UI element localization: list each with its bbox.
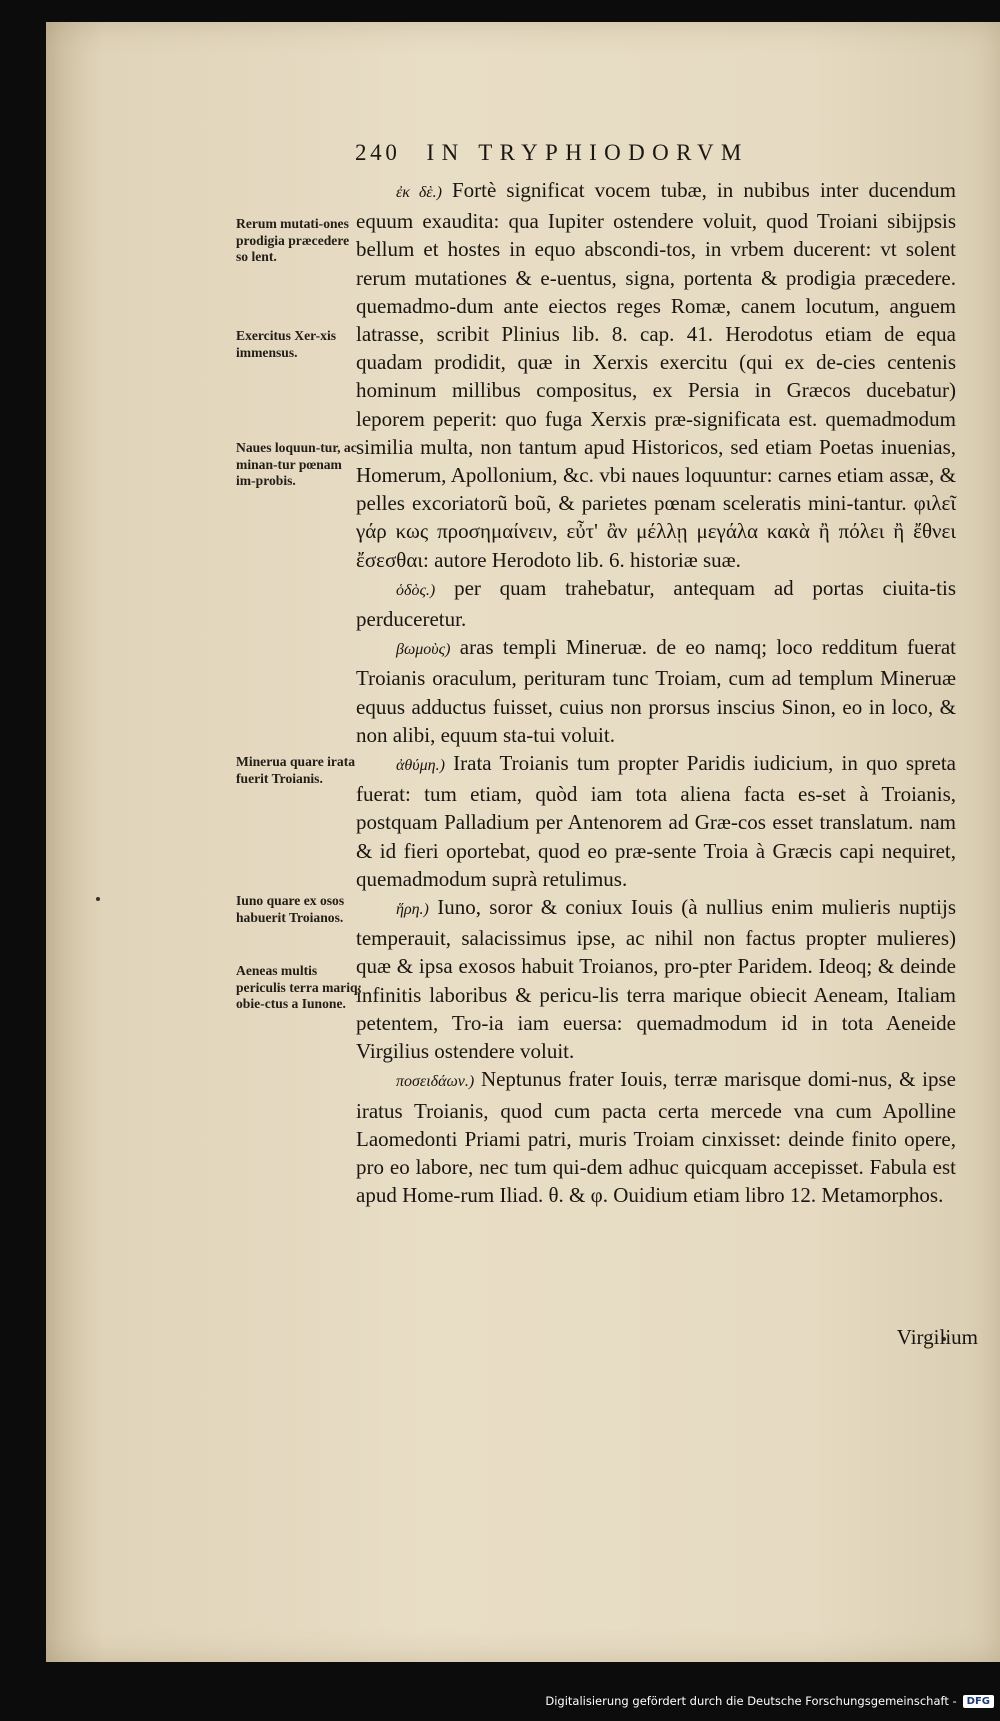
margin-note: Iuno quare ex osos habuerit Troianos. [236, 893, 345, 925]
running-title: IN TRYPHIODORVM [426, 140, 749, 165]
lemma: ἀθύμη.) [396, 757, 445, 775]
digitization-footer [0, 1690, 1000, 1712]
commentary-paragraph [356, 893, 956, 1065]
commentary-paragraph [356, 633, 956, 749]
commentary-paragraph [356, 574, 956, 633]
commentary-paragraph [356, 176, 956, 574]
paragraph-text: Neptunus frater Iouis, terræ marisque domi-nus, & ipse iratus Troianis, quod cum pacta certa mercede vna cum Apolline Laomedonti Priami patri, muris Troiam cinxisset: deinde finito opere, pro eo labore, nec tum qui-dem adhuc quicquam accepisset. Fabula est apud Home-rum Iliad. θ. & φ. Ouidium etiam libro 12. Metamorphos. [356, 1067, 956, 1208]
margin-note: Naues loquun-tur, ac minan-tur pœnam im-probis. [236, 440, 357, 488]
lemma: ἐκ δὲ.) [396, 184, 442, 201]
footer-credit: Digitalisierung gefördert durch die Deutsche Forschungsgemeinschaft - [545, 1694, 957, 1708]
dfg-logo: DFG [963, 1695, 994, 1708]
lemma: βωμοὺς) [396, 641, 451, 659]
lemma: ποσειδάων.) [396, 1073, 475, 1091]
lemma: ἥρη.) [396, 901, 429, 919]
margin-note: Exercitus Xer-xis immensus. [236, 328, 337, 360]
margin-note: Aeneas multis periculis terra mariq; obie-ctus a Iunone. [236, 963, 363, 1011]
margin-note: Rerum mutati-ones prodigia præcedere so lent. [236, 216, 350, 264]
catchword: Virgilium [896, 1325, 978, 1349]
paragraph-text: aras templi Mineruæ. de eo namq; loco redditum fuerat Troianis oraculum, perituram tunc Troiam, cum ad templum Mineruæ equus adductus fuisset, cuius non prorsus inscius Sinon, eo in loco, & non alibi, equum sta-tui voluit. [356, 635, 956, 747]
commentary-paragraph [356, 1065, 956, 1209]
ink-speck [96, 897, 100, 901]
lemma: ὁδὸς.) [396, 581, 436, 599]
paragraph-text: per quam trahebatur, antequam ad portas ciuita-tis perduceretur. [356, 575, 957, 632]
running-header [355, 140, 895, 170]
commentary-paragraph [356, 749, 956, 893]
margin-note: Minerua quare irata fuerit Troianis. [236, 754, 356, 786]
commentary-text [356, 176, 956, 1209]
paragraph-text: Iuno, soror & coniux Iouis (à nullius enim mulieris nuptijs temperauit, salacissimus ipse, ac nihil non factus propter mulieres) quæ & ipsa exosos habuit Troianos, pro-pter Paridem. Ideoq; & deinde infinitis laboribus & pericu-lis terra marique obiecit Aeneam, Italiam petentem, Tro-ia iam euersa: quemadmodum id in tota Aeneide Virgilius ostendere voluit. [356, 895, 957, 1064]
paragraph-text: Irata Troianis tum propter Paridis iudicium, in quo spreta fuerat: tum etiam, quòd iam tota aliena facta es-set à Troianis, postquam Palladium per Antenorem ad Græ-cos esset translatum. nam & id fieri oportebat, quod eo præ-sente Troia à Græcis capi nequiret, quemadmodum suprà retulimus. [356, 751, 956, 891]
paragraph-text: Fortè significat vocem tubæ, in nubibus inter ducendum equum exaudita: qua Iupiter ostendere voluit, quod Troiani sibijpsis bellum et hostes in equo abscondi-tos, in vrbem ducerent: vt solent rerum mutationes & e-uentus, signa, portenta & prodigia præcedere. quemadmo-dum ante eiectos reges Romæ, canem locutum, anguem latrasse, scribit Plinius lib. 8. cap. 41. Herodotus etiam de equa quadam prodidit, quæ in Xerxis exercitu (qui ex de-cies centenis hominum millibus compositus, ex Persia in Græcos ducebatur) leporem peperit: quo fuga Xerxis præ-significata est. quemadmodum similia multa, non tantum apud Historicos, sed etiam Poetas inuenias, Homerum, Apollonium, &c. vbi naues loquuntur: carnes etiam assæ, & pelles excoriatorũ boũ, & parietes pœnam sceleratis mini-tantur. φιλεῖ γάρ κως προσημαίνειν, εὖτ' ἂν μέλλῃ μεγάλα κακὰ ἢ πόλει ἢ ἔθνει ἔσεσθαι: autore Herodoto lib. 6. historiæ suæ. [356, 178, 956, 572]
page-number: 240 [355, 140, 401, 165]
